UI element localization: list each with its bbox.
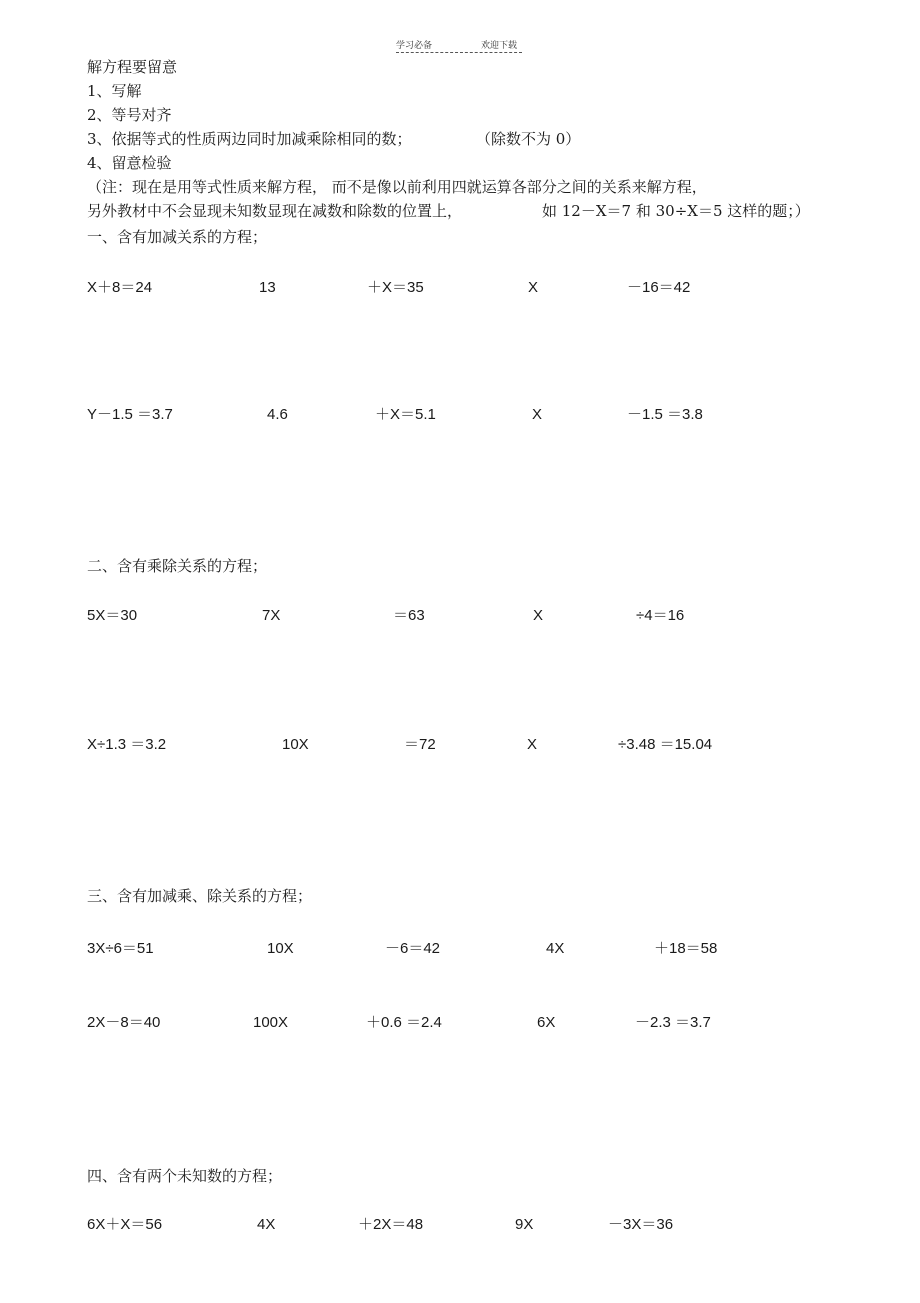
rule-3: 3、依据等式的性质两边同时加减乘除相同的数； xyxy=(87,130,412,148)
equation-cell: 7X xyxy=(262,607,281,624)
equation-cell: X xyxy=(527,736,538,753)
rule-3-note: （除数不为 0） xyxy=(476,130,581,148)
equation-cell: ＝72 xyxy=(404,736,436,753)
equation-cell: ＋X＝35 xyxy=(367,279,424,296)
equation-cell: 10X xyxy=(267,940,294,957)
note-line-1: （注：现在是用等式性质来解方程， 而不是像以前利用四就运算各部分之间的关系来解方程， xyxy=(87,178,707,196)
header-divider xyxy=(396,52,522,53)
section-heading: 一、含有加减关系的方程； xyxy=(87,228,268,246)
equation-cell: －2.3 ＝3.7 xyxy=(635,1014,711,1031)
header-left-text: 学习必备 xyxy=(396,41,433,51)
note-line-2a: 另外教材中不会显现未知数显现在减数和除数的位置上， xyxy=(87,202,463,220)
equation-cell: －6＝42 xyxy=(385,940,441,957)
equation-cell: 4.6 xyxy=(267,406,288,423)
equation-cell: ＋0.6 ＝2.4 xyxy=(366,1014,442,1031)
equation-cell: 13 xyxy=(259,279,276,296)
equation-cell: ÷4＝16 xyxy=(636,607,685,624)
equation-cell: －1.5 ＝3.8 xyxy=(627,406,703,423)
rule-1: 1、写解 xyxy=(87,82,142,100)
equation-cell: X＋8＝24 xyxy=(87,279,153,296)
equation-cell: 4X xyxy=(546,940,565,957)
equation-cell: 6X xyxy=(537,1014,556,1031)
equation-cell: 3X÷6＝51 xyxy=(87,940,154,957)
equation-cell: 6X＋X＝56 xyxy=(87,1216,163,1233)
equation-cell: －3X＝36 xyxy=(608,1216,674,1233)
equation-cell: 5X＝30 xyxy=(87,607,138,624)
equation-cell: ＝63 xyxy=(393,607,425,624)
equation-cell: 2X－8＝40 xyxy=(87,1014,161,1031)
header-right-text: 欢迎下载 xyxy=(481,41,518,51)
equation-cell: 9X xyxy=(515,1216,534,1233)
equation-cell: X xyxy=(532,406,543,423)
section-heading: 二、含有乘除关系的方程； xyxy=(87,557,268,575)
equation-cell: Y－1.5 ＝3.7 xyxy=(87,406,173,423)
equation-cell: 10X xyxy=(282,736,309,753)
equation-cell: ÷3.48 ＝15.04 xyxy=(618,736,713,753)
equation-cell: 100X xyxy=(253,1014,289,1031)
equation-cell: X÷1.3 ＝3.2 xyxy=(87,736,167,753)
rule-2: 2、等号对齐 xyxy=(87,106,172,124)
equation-cell: ＋X＝5.1 xyxy=(375,406,436,423)
equation-cell: X xyxy=(533,607,544,624)
equation-cell: X xyxy=(528,279,539,296)
section-heading: 三、含有加减乘、除关系的方程； xyxy=(87,887,313,905)
equation-cell: －16＝42 xyxy=(627,279,691,296)
equation-cell: ＋18＝58 xyxy=(654,940,718,957)
equation-cell: ＋2X＝48 xyxy=(358,1216,424,1233)
note-line-2b: 如 12－X＝7 和 30÷X＝5 这样的题；） xyxy=(542,202,810,220)
intro-title: 解方程要留意 xyxy=(87,58,178,76)
equation-cell: 4X xyxy=(257,1216,276,1233)
section-heading: 四、含有两个未知数的方程； xyxy=(87,1167,283,1185)
rule-4: 4、留意检验 xyxy=(87,154,172,172)
